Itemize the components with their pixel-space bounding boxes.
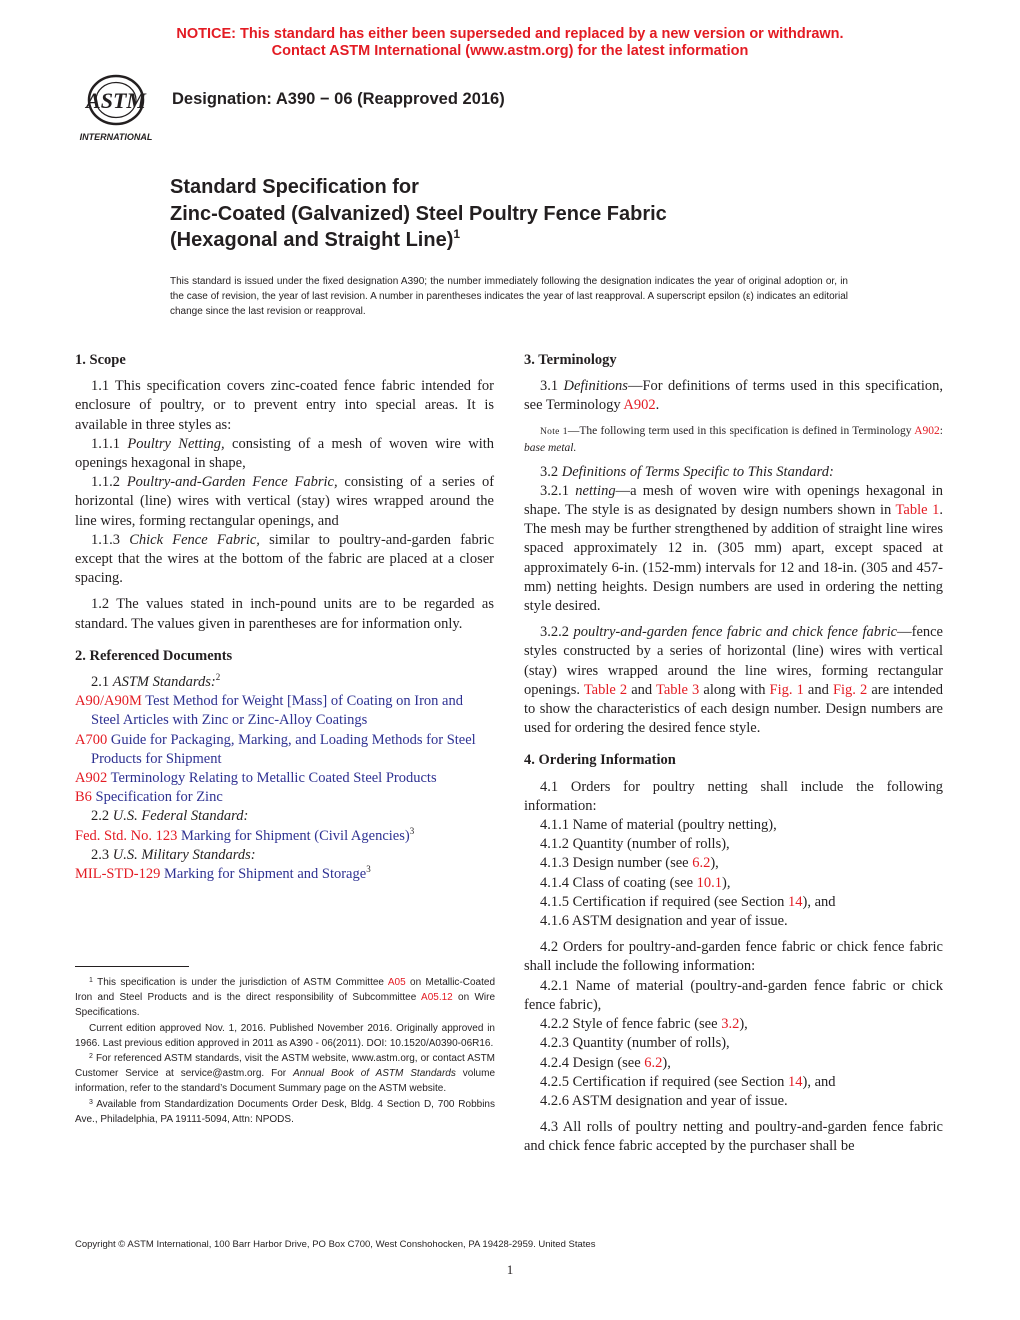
- notice-line-1: NOTICE: This standard has either been superseded and replaced by a new version or withdrawn.: [176, 26, 844, 42]
- note-1: Note 1—The following term used in this specification is defined in Terminology A902: base metal.: [524, 424, 943, 454]
- para-4-2-5: 4.2.5 Certification if required (see Section 14), and: [540, 1073, 836, 1090]
- footnotes: [75, 975, 495, 1127]
- para-3-2-1: 3.2.1 netting—a mesh of woven wire with openings hexagonal in shape. The style is as designated by design numbers shown in Table 1. The mesh may be further strengthened by addition of straight line wires spaced approximately 12 in. (305 mm) apart, except spaced at approximately 6-in. (152-mm) intervals for 12 and 18-in. (305 and 457-mm) netting heights. Design numbers are used in ordering the netting style desired.: [524, 482, 943, 615]
- ref-a90[interactable]: A90/A90M Test Method for Weight [Mass] of Coating on Iron and Steel Articles with Zinc or Zinc-Alloy Coatings: [75, 693, 463, 729]
- page-number: 1: [506, 1262, 514, 1277]
- designation: Designation: A390 − 06 (Reapproved 2016): [172, 90, 505, 108]
- ref-6-2-link[interactable]: 6.2: [692, 855, 711, 872]
- ref-mil-std-129[interactable]: MIL-STD-129 Marking for Shipment and Storage$^3$: [75, 864, 371, 883]
- section-1-heading: 1. Scope: [75, 352, 126, 368]
- table-2-link[interactable]: Table 2: [583, 681, 628, 698]
- para-4-2: 4.2 Orders for poultry-and-garden fence fabric or chick fence fabric shall include the following information:: [524, 939, 943, 975]
- para-1-1: 1.1 This specification covers zinc-coated fence fabric intended for enclosure of poultry, or to prevent entry into special areas. It is available in three styles as:: [75, 378, 494, 433]
- section-2-heading: 2. Referenced Documents: [75, 647, 233, 664]
- para-4-1-1: 4.1.1 Name of material (poultry netting),: [540, 817, 777, 834]
- document-title: [170, 174, 667, 254]
- footnote-2: $^2$ For referenced ASTM standards, visit the ASTM website, www.astm.org, or contact ASTM Customer Service at service@astm.org. For Annual Book of ASTM Standards volume information, refer to the standard’s Document Summary page on the ASTM website.: [75, 1053, 496, 1095]
- fig-1-link[interactable]: Fig. 1: [769, 681, 804, 698]
- para-3-2: 3.2 Definitions of Terms Specific to This Standard:: [540, 463, 834, 480]
- para-2-1: 2.1 ASTM Standards:$^2$: [91, 672, 221, 691]
- ref-a902[interactable]: A902 Terminology Relating to Metallic Coated Steel Products: [75, 770, 437, 787]
- para-4-1: 4.1 Orders for poultry netting shall include the following information:: [524, 778, 943, 814]
- para-4-1-3: 4.1.3 Design number (see 6.2),: [540, 855, 719, 872]
- para-2-3: 2.3 U.S. Military Standards:: [91, 846, 256, 863]
- section-4-heading: 4. Ordering Information: [524, 752, 676, 769]
- astm-logo-icon: [70, 70, 162, 144]
- note-a902-link[interactable]: A902: [914, 424, 940, 437]
- supersession-notice: [0, 26, 1020, 60]
- issuance-statement: This standard is issued under the fixed designation A390; the number immediately following the designation indicates the year of original adoption or, in the case of revision, the year of last revision. A number in parentheses indicates the year of last reapproval. A superscript epsilon (ε) indicates an editorial change since the last revision or reapproval.: [170, 276, 848, 318]
- logo-subtitle: INTERNATIONAL: [79, 132, 153, 142]
- para-4-2-2: 4.2.2 Style of fence fabric (see 3.2),: [540, 1016, 748, 1033]
- para-4-2-3: 4.2.3 Quantity (number of rolls),: [540, 1035, 730, 1052]
- para-4-2-6: 4.2.6 ASTM designation and year of issue.: [540, 1092, 788, 1109]
- title-line-2: Zinc-Coated (Galvanized) Steel Poultry Fence Fabric: [170, 202, 667, 225]
- astm-logo: [70, 70, 162, 144]
- subcommittee-a05-12-link[interactable]: A05.12: [421, 992, 453, 1004]
- footnote-1-edition: Current edition approved Nov. 1, 2016. Published November 2016. Originally approved in 1966. Last previous edition approved in 2011 as A390 - 06(2011). DOI: 10.1520/A0390-06R16.: [75, 1022, 495, 1049]
- ref-14-link-2[interactable]: 14: [788, 1073, 803, 1090]
- right-column: [524, 351, 943, 1157]
- para-4-1-4: 4.1.4 Class of coating (see 10.1),: [540, 874, 731, 891]
- left-column: [75, 351, 494, 884]
- ref-14-link[interactable]: 14: [788, 893, 803, 910]
- terminology-a902-link[interactable]: A902: [623, 397, 656, 414]
- section-3-heading: 3. Terminology: [524, 352, 617, 368]
- ref-fed-std-123[interactable]: Fed. Std. No. 123 Marking for Shipment (Civil Agencies)$^3$: [75, 825, 415, 844]
- committee-a05-link[interactable]: A05: [387, 977, 406, 988]
- table-1-link[interactable]: Table 1: [895, 502, 940, 519]
- para-1-1-2: 1.1.2 Poultry-and-Garden Fence Fabric, consisting of a series of horizontal (line) wires with vertical (stay) wires wrapped around the line wires, forming rectangular openings, and: [75, 474, 495, 529]
- para-4-3: 4.3 All rolls of poultry netting and poultry-and-garden fence fabric and chick fence fabric accepted by the purchaser shall be: [524, 1119, 943, 1155]
- para-4-2-4: 4.2.4 Design (see 6.2),: [540, 1054, 671, 1071]
- para-4-2-1: 4.2.1 Name of material (poultry-and-garden fence fabric or chick fence fabric),: [524, 977, 943, 1013]
- para-3-2-2: 3.2.2 poultry-and-garden fence fabric and chick fence fabric—fence styles constructed by a series of horizontal (line) wires with vertical (stay) wires wrapped around the line wires, forming rectangular openings. Table 2 and Table 3 along with Fig. 1 and Fig. 2 are intended to show the characteristics of each design number. Design numbers are used for ordering the desired fence style.: [524, 624, 944, 737]
- copyright-footer: Copyright © ASTM International, 100 Barr Harbor Drive, PO Box C700, West Conshohocken, PA 19428-2959. United States: [75, 1239, 596, 1250]
- para-1-1-3: 1.1.3 Chick Fence Fabric, similar to poultry-and-garden fabric except that the wires at the bottom of the fabric are placed at a closer spacing.: [75, 531, 495, 587]
- fig-2-link[interactable]: Fig. 2: [832, 681, 868, 698]
- ref-b6[interactable]: B6 Specification for Zinc: [75, 789, 223, 806]
- ref-a700[interactable]: A700 Guide for Packaging, Marking, and Loading Methods for Steel Products for Shipment: [75, 731, 476, 767]
- para-2-2: 2.2 U.S. Federal Standard:: [91, 808, 249, 825]
- footnote-ref-2[interactable]: 2: [215, 672, 221, 683]
- footnote-divider: [75, 966, 189, 967]
- table-3-link[interactable]: Table 3: [655, 681, 700, 698]
- para-1-2: 1.2 The values stated in inch-pound units are to be regarded as standard. The values given in parentheses are for information only.: [75, 596, 494, 632]
- logo-text: ASTM: [86, 88, 146, 113]
- ref-3-2-link[interactable]: 3.2: [721, 1016, 740, 1033]
- para-4-1-5: 4.1.5 Certification if required (see Section 14), and: [540, 893, 836, 910]
- para-3-1: 3.1 Definitions—For definitions of terms used in this specification, see Terminology A902.: [524, 378, 944, 414]
- para-4-1-6: 4.1.6 ASTM designation and year of issue.: [540, 913, 788, 930]
- para-1-1-1: 1.1.1 Poultry Netting, consisting of a mesh of woven wire with openings hexagonal in shape,: [75, 435, 495, 472]
- notice-line-2: Contact ASTM International (www.astm.org) for the latest information: [271, 43, 749, 59]
- ref-6-2-link-2[interactable]: 6.2: [644, 1054, 663, 1071]
- title-line-3: (Hexagonal and Straight Line)$^1$: [170, 227, 461, 251]
- footnote-1: $^1$ This specification is under the jurisdiction of ASTM Committee A05 on Metallic-Coated Iron and Steel Products and is the direct responsibility of Subcommittee A05.12 on Wire Specifications.: [75, 977, 496, 1019]
- footnote-3: $^3$ Available from Standardization Documents Order Desk, Bldg. 4 Section D, 700 Robbins Ave., Philadelphia, PA 19111-5094, Attn: NPODS.: [75, 1098, 495, 1125]
- para-4-1-2: 4.1.2 Quantity (number of rolls),: [540, 836, 730, 853]
- ref-10-1-link[interactable]: 10.1: [696, 874, 723, 891]
- title-footnote-ref[interactable]: 1: [453, 227, 461, 241]
- title-line-1: Standard Specification for: [170, 176, 419, 198]
